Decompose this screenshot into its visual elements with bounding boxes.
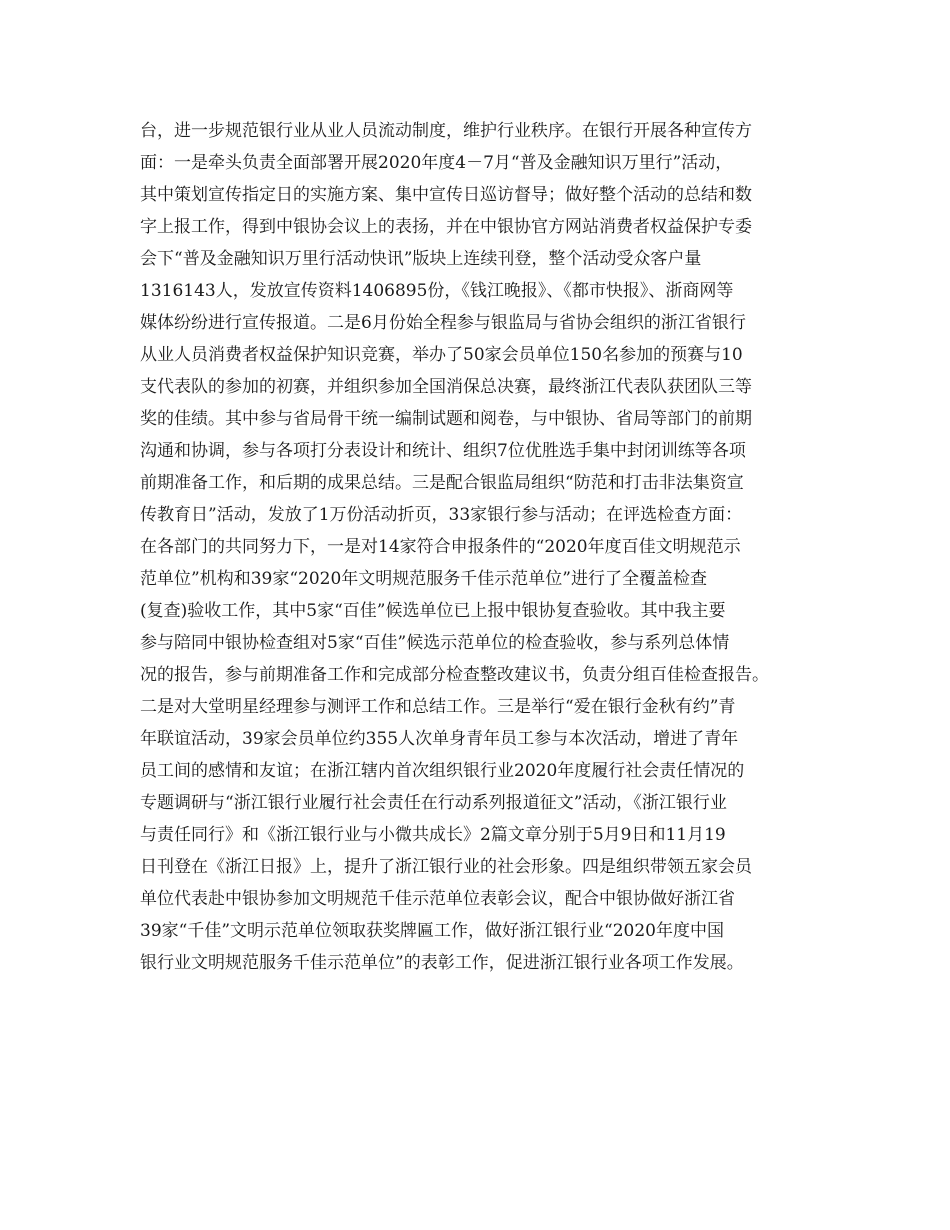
text-line: (复查)验收工作，其中5家“百佳”候选单位已上报中银协复查验收。其中我主要	[140, 601, 726, 621]
text-line: 台，进一步规范银行业从业人员流动制度，维护行业秩序。在银行开展各种宣传方	[140, 121, 752, 141]
text-line: 况的报告，参与前期准备工作和完成部分检查整改建议书，负责分组百佳检查报告。	[140, 665, 769, 685]
text-line: 从业人员消费者权益保护知识竞赛，举办了50家会员单位150名参加的预赛与10	[140, 345, 743, 365]
text-line: 在各部门的共同努力下，一是对14家符合申报条件的“2020年度百佳文明规范示	[140, 537, 741, 557]
text-line: 年联谊活动，39家会员单位约355人次单身青年员工参与本次活动，增进了青年	[140, 729, 739, 749]
text-line: 会下“普及金融知识万里行活动快讯”版块上连续刊登，整个活动受众客户量	[140, 249, 702, 269]
text-line: 沟通和协调，参与各项打分表设计和统计、组织7位优胜选手集中封闭训练等各项	[140, 441, 746, 461]
text-line: 字上报工作，得到中银协会议上的表扬，并在中银协官方网站消费者权益保护专委	[140, 217, 752, 237]
text-line: 与责任同行》和《浙江银行业与小微共成长》2篇文章分别于5月9日和11月19	[140, 825, 726, 845]
text-line: 1316143人，发放宣传资料1406895份，《钱江晚报》、《都市快报》、浙商网等	[140, 281, 734, 301]
body-text	[140, 115, 840, 979]
text-line: 媒体纷纷进行宣传报道。二是6月份始全程参与银监局与省协会组织的浙江省银行	[140, 313, 746, 333]
text-line: 单位代表赴中银协参加文明规范千佳示范单位表彰会议，配合中银协做好浙江省	[140, 889, 735, 909]
text-line: 日刊登在《浙江日报》上，提升了浙江银行业的社会形象。四是组织带领五家会员	[140, 857, 752, 877]
text-line: 39家“千佳”文明示范单位领取获奖牌匾工作，做好浙江银行业“2020年度中国	[140, 921, 724, 941]
text-line: 面：一是牵头负责全面部署开展2020年度4－7月“普及金融知识万里行”活动，	[140, 153, 733, 173]
text-line: 专题调研与“浙江银行业履行社会责任在行动系列报道征文”活动，《浙江银行业	[140, 793, 727, 813]
text-line: 银行业文明规范服务千佳示范单位”的表彰工作，促进浙江银行业各项工作发展。	[140, 953, 744, 973]
text-line: 二是对大堂明星经理参与测评工作和总结工作。三是举行“爱在银行金秋有约”青	[140, 697, 736, 717]
text-line: 其中策划宣传指定日的实施方案、集中宣传日巡访督导；做好整个活动的总结和数	[140, 185, 752, 205]
text-line: 奖的佳绩。其中参与省局骨干统一编制试题和阅卷，与中银协、省局等部门的前期	[140, 409, 752, 429]
text-line: 参与陪同中银协检查组对5家“百佳”候选示范单位的检查验收，参与系列总体情	[140, 633, 730, 653]
text-line: 员工间的感情和友谊；在浙江辖内首次组织银行业2020年度履行社会责任情况的	[140, 761, 745, 781]
text-line: 范单位”机构和39家“2020年文明规范服务千佳示范单位”进行了全覆盖检查	[140, 569, 707, 589]
text-line: 支代表队的参加的初赛，并组织参加全国消保总决赛，最终浙江代表队获团队三等	[140, 377, 752, 397]
text-line: 传教育日”活动，发放了1万份活动折页，33家银行参与活动；在评选检查方面：	[140, 505, 743, 525]
text-line: 前期准备工作，和后期的成果总结。三是配合银监局组织“防范和打击非法集资宣	[140, 473, 744, 493]
